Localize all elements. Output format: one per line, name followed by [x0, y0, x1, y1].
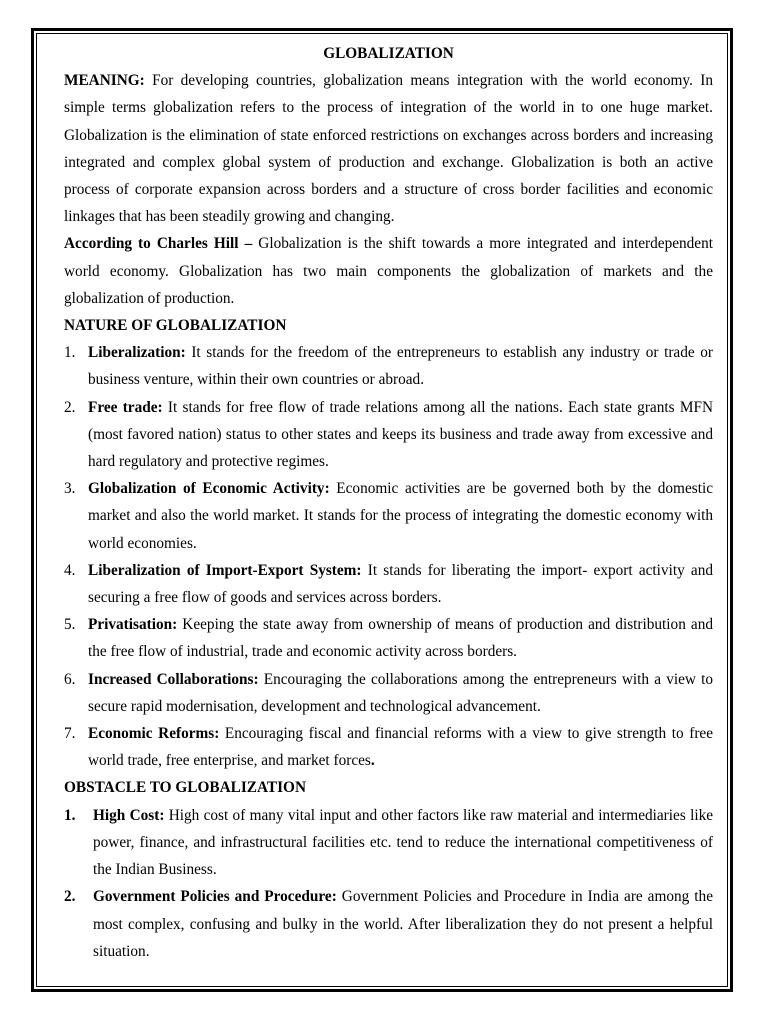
- item-number: 5.: [64, 616, 76, 634]
- list-item: [64, 720, 713, 774]
- item-term: Liberalization:: [88, 344, 186, 362]
- list-item: [64, 557, 713, 611]
- item-term: Privatisation:: [88, 616, 178, 634]
- item-number: 6.: [64, 670, 76, 688]
- meaning-text: For developing countries, globalization means integration with the world economy. In simple terms globalization refers to the process of integration of the world in to one huge market. Globalization is the elimination of state enforced restrictions on exchanges across borders and increasing integrated and complex global system of production and exchange. Globalization is both an active process of corporate expansion across borders and a structure of cross border facilities and economic linkages that has been steadily growing and changing.: [64, 72, 713, 226]
- obstacle-list: [64, 802, 713, 965]
- item-text: Keeping the state away from ownership of means of production and distribution and the free flow of industrial, trade and economic activity across borders.: [88, 616, 713, 661]
- list-item: [64, 394, 713, 476]
- item-number: 4.: [64, 561, 76, 579]
- item-text: High cost of many vital input and other factors like raw material and intermediaries like power, finance, and infrastructural facilities etc. tend to reduce the international competitiveness of the Indian Business.: [93, 806, 714, 879]
- document-title: GLOBALIZATION: [323, 45, 454, 62]
- charles-hill-paragraph: [64, 230, 713, 312]
- list-item: [64, 802, 713, 884]
- item-number: 1.: [64, 806, 76, 824]
- item-term: Free trade:: [88, 398, 163, 416]
- item-text: It stands for free flow of trade relations among all the nations. Each state grants MFN (most favored nation) status to other states and keeps its business and trade away from excessive and hard regulatory and protective regimes.: [88, 398, 713, 471]
- item-number: 1.: [64, 344, 76, 362]
- item-number: 3.: [64, 480, 76, 498]
- item-text: Encouraging the collaborations among the entrepreneurs with a view to secure rapid modernisation, development and technological advancement.: [88, 670, 713, 715]
- item-number: 2.: [64, 398, 76, 416]
- item-number: 2.: [64, 888, 76, 906]
- item-number: 7.: [64, 725, 76, 743]
- item-term: Globalization of Economic Activity:: [88, 480, 330, 498]
- item-text: Economic activities are be governed both by the domestic market and also the world market. It stands for the process of integrating the domestic economy with world economies.: [88, 480, 713, 552]
- item-term: Increased Collaborations:: [88, 670, 259, 688]
- obstacle-heading: OBSTACLE TO GLOBALIZATION: [64, 779, 306, 797]
- list-item: [64, 339, 713, 393]
- item-text: Encouraging fiscal and financial reforms with a view to give strength to free world trade, free enterprise, and market forces: [88, 725, 713, 770]
- list-item: [64, 666, 713, 720]
- item-end-period: .: [370, 752, 375, 770]
- item-term: Government Policies and Procedure:: [93, 888, 337, 906]
- item-term: Liberalization of Import-Export System:: [88, 561, 362, 579]
- list-item: [64, 475, 713, 557]
- list-item: [64, 611, 713, 665]
- meaning-label: MEANING:: [64, 72, 145, 90]
- item-text: It stands for liberating the import- export activity and securing a free flow of goods and services across borders.: [88, 561, 714, 607]
- item-term: High Cost:: [93, 806, 165, 824]
- item-text: It stands for the freedom of the entrepreneurs to establish any industry or trade or business venture, within their own countries or abroad.: [88, 344, 713, 389]
- item-term: Economic Reforms:: [88, 725, 220, 743]
- nature-list: [64, 339, 713, 774]
- nature-heading: NATURE OF GLOBALIZATION: [64, 317, 287, 335]
- list-item: [64, 883, 713, 965]
- charles-hill-label: According to Charles Hill –: [64, 235, 253, 253]
- document-body: [64, 40, 713, 965]
- meaning-paragraph: [64, 67, 713, 230]
- item-text: Government Policies and Procedure in India are among the most complex, confusing and bulky in the world. After liberalization they do not present a helpful situation.: [93, 888, 713, 960]
- charles-hill-text: Globalization is the shift towards a more integrated and interdependent world economy. Globalization has two main components the globalization of markets and the globalization of production.: [64, 235, 713, 307]
